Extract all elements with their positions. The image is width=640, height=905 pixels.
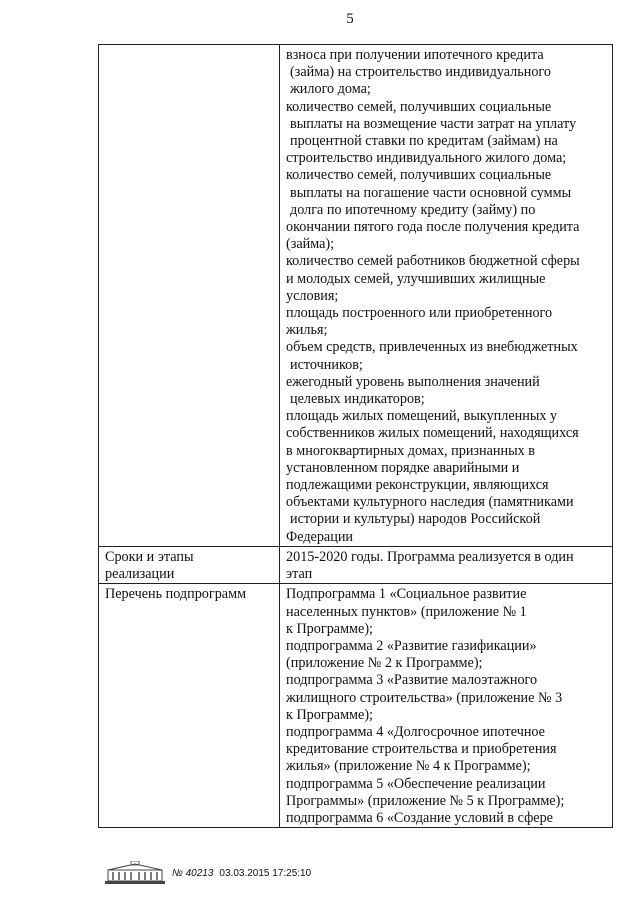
text-line: (займа) на строительство индивидуального — [290, 64, 551, 81]
text-line: подпрограмма 3 «Развитие малоэтажного — [286, 672, 538, 689]
label-line: Перечень подпрограмм — [105, 586, 247, 603]
label-line: Сроки и этапы — [105, 548, 194, 565]
text-line: процентной ставки по кредитам (займам) на — [290, 133, 558, 150]
text-line: жилищного строительства» (приложение № 3 — [286, 689, 563, 706]
text-line: собственников жилых помещений, находящихся — [286, 425, 579, 442]
text-line: жилья; — [286, 322, 328, 339]
text-line: подпрограмма 6 «Создание условий в сфере — [286, 809, 553, 826]
text-line: подпрограмма 4 «Долгосрочное ипотечное — [286, 723, 545, 740]
text-line: истории и культуры) народов Российской — [290, 511, 541, 528]
text-line: к Программе); — [286, 706, 374, 723]
text-line: этап — [286, 566, 313, 583]
text-line: (приложение № 2 к Программе); — [286, 655, 483, 672]
text-line: кредитование строительства и приобретения — [286, 741, 557, 758]
row3-label-cell — [99, 584, 280, 828]
text-line: выплаты на возмещение части затрат на уплату — [290, 115, 577, 132]
text-line: долга по ипотечному кредиту (займу) по — [290, 201, 536, 218]
text-line: Подпрограмма 1 «Социальное развитие — [286, 586, 527, 603]
text-line: подпрограмма 2 «Развитие газификации» — [286, 637, 537, 654]
text-line: (займа); — [286, 236, 335, 253]
text-line: жилья» (приложение № 4 к Программе); — [286, 758, 531, 775]
text-line: окончании пятого года после получения кредита — [286, 219, 580, 236]
text-line: площадь жилых помещений, выкупленных у — [286, 408, 558, 425]
text-line: количество семей работников бюджетной сферы — [286, 253, 580, 270]
text-line: объектами культурного наследия (памятниками — [286, 494, 574, 511]
text-line: строительство индивидуального жилого дома; — [286, 150, 567, 167]
text-line: жилого дома; — [290, 81, 371, 98]
text-line: в многоквартирных домах, признанных в — [286, 442, 535, 459]
table-row-timeframe — [99, 546, 613, 583]
row2-label-cell — [99, 546, 280, 583]
text-line: объем средств, привлеченных из внебюджетных — [286, 339, 578, 356]
text-line: и молодых семей, улучшивших жилищные — [286, 270, 546, 287]
registration-number: № 40213 — [172, 867, 214, 879]
text-line: целевых индикаторов; — [290, 391, 425, 408]
table-row-subprograms — [99, 584, 613, 828]
text-line: количество семей, получивших социальные — [286, 98, 552, 115]
row2-value-cell — [280, 546, 613, 583]
text-line: площадь построенного или приобретенного — [286, 305, 553, 322]
government-building-stamp-icon — [104, 861, 166, 885]
row1-value-cell — [280, 45, 613, 547]
text-line: подлежащими реконструкции, являющихся — [286, 477, 549, 494]
document-footer — [104, 861, 311, 885]
text-line: 2015-2020 годы. Программа реализуется в один — [286, 548, 574, 565]
text-line: ежегодный уровень выполнения значений — [286, 373, 540, 390]
program-passport-table — [98, 44, 613, 828]
row3-value-cell — [280, 584, 613, 828]
text-line: условия; — [286, 287, 339, 304]
text-line: источников; — [290, 356, 363, 373]
label-line: реализации — [105, 566, 175, 583]
text-line: Программы» (приложение № 5 к Программе); — [286, 792, 565, 809]
text-line: Федерации — [286, 528, 354, 545]
text-line: установленном порядке аварийными и — [286, 459, 520, 476]
text-line: подпрограмма 5 «Обеспечение реализации — [286, 775, 546, 792]
text-line: количество семей, получивших социальные — [286, 167, 552, 184]
text-line: населенных пунктов» (приложение № 1 — [286, 603, 527, 620]
text-line: выплаты на погашение части основной суммы — [290, 184, 572, 201]
row1-label-cell — [99, 45, 280, 547]
text-line: взноса при получении ипотечного кредита — [286, 47, 544, 63]
registration-timestamp: 03.03.2015 17:25:10 — [219, 867, 312, 879]
table-row-indicators — [99, 45, 613, 547]
page-number: 5 — [346, 11, 354, 27]
text-line: к Программе); — [286, 620, 374, 637]
